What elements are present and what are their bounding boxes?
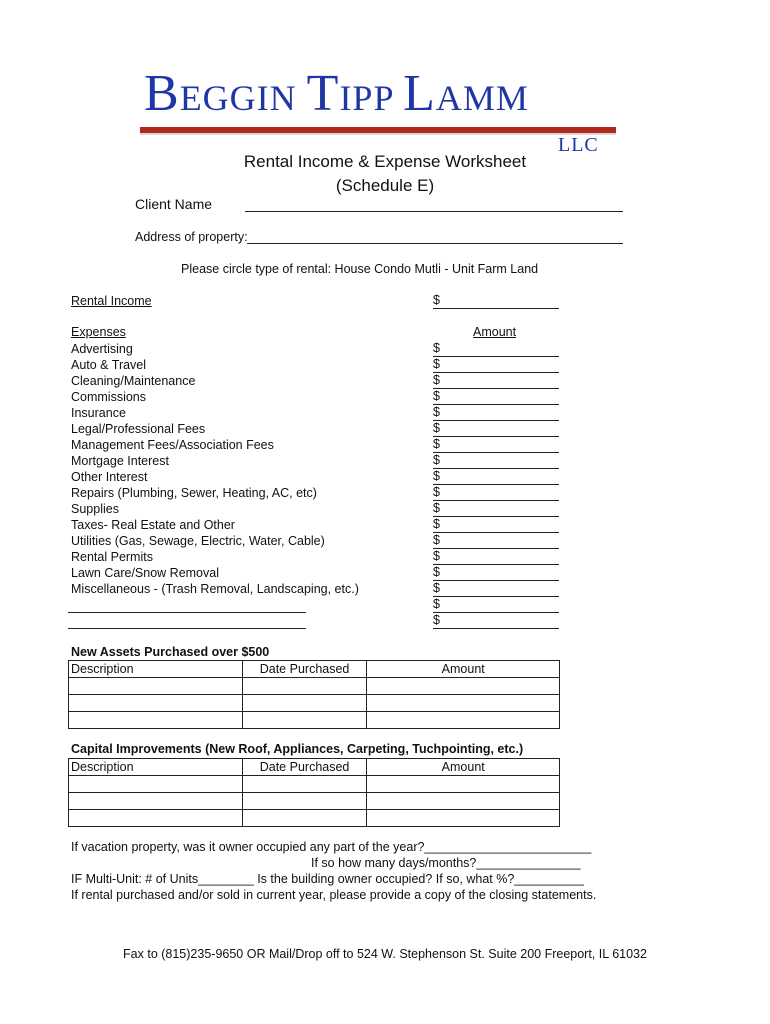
table-cell[interactable] (242, 776, 367, 793)
worksheet-title: Rental Income & Expense Worksheet (243, 152, 527, 171)
expense-amount-field[interactable] (433, 501, 559, 517)
logo-underline-bar (140, 127, 616, 135)
rental-income-label: Rental Income (71, 294, 152, 308)
capital-improvements-title: Capital Improvements (New Roof, Appliances, Carpeting, Tuchpointing, etc.) (71, 742, 524, 756)
expense-item: Management Fees/Association Fees (71, 438, 274, 452)
column-header: Description (69, 759, 243, 776)
expense-item: Mortgage Interest (71, 454, 169, 468)
dollar-sign: $ (433, 533, 440, 547)
table-cell[interactable] (367, 793, 560, 810)
table-cell[interactable] (367, 695, 560, 712)
table-row (69, 695, 560, 712)
expenses-header: Expenses (71, 325, 126, 339)
client-name-label: Client Name (135, 196, 213, 212)
expense-amount-field[interactable] (433, 597, 559, 613)
table-cell[interactable] (69, 810, 243, 827)
expense-item: Repairs (Plumbing, Sewer, Heating, AC, etc) (71, 486, 317, 500)
logo-wordmark: BEGGIN TIPP LAMM (144, 65, 529, 122)
dollar-sign: $ (433, 293, 440, 307)
table-cell[interactable] (242, 793, 367, 810)
closing-statements-note: If rental purchased and/or sold in current year, please provide a copy of the closing statements. (71, 888, 597, 902)
table-row (69, 810, 560, 827)
expense-amount-field[interactable] (433, 565, 559, 581)
table-cell[interactable] (242, 712, 367, 729)
column-header: Date Purchased (242, 661, 367, 678)
logo-llc: LLC (558, 134, 599, 156)
other-expense-field[interactable] (68, 612, 306, 613)
table-cell[interactable] (69, 712, 243, 729)
dollar-sign: $ (433, 517, 440, 531)
expense-amount-field[interactable] (433, 357, 559, 373)
expense-item: Auto & Travel (71, 358, 147, 372)
column-header: Amount (367, 661, 560, 678)
table-row (69, 793, 560, 810)
vacation-property-question: If vacation property, was it owner occupied any part of the year?________________________ (71, 840, 592, 854)
expense-amount-field[interactable] (433, 469, 559, 485)
new-assets-table (68, 660, 560, 729)
client-name-field[interactable] (245, 211, 623, 212)
dollar-sign: $ (433, 437, 440, 451)
capital-improvements-table (68, 758, 560, 827)
rental-income-amount[interactable] (433, 293, 559, 309)
table-cell[interactable] (69, 793, 243, 810)
expense-amount-field[interactable] (433, 453, 559, 469)
expense-item: Cleaning/Maintenance (71, 374, 196, 388)
column-header: Description (69, 661, 243, 678)
table-cell[interactable] (242, 810, 367, 827)
dollar-sign: $ (433, 421, 440, 435)
dollar-sign: $ (433, 501, 440, 515)
dollar-sign: $ (433, 565, 440, 579)
table-cell[interactable] (69, 776, 243, 793)
expense-amount-field[interactable] (433, 485, 559, 501)
table-header-row (69, 661, 560, 678)
new-assets-title: New Assets Purchased over $500 (71, 645, 270, 659)
table-header-row (69, 759, 560, 776)
table-cell[interactable] (367, 678, 560, 695)
dollar-sign: $ (433, 405, 440, 419)
table-row (69, 678, 560, 695)
other-expense-field[interactable] (68, 628, 306, 629)
expense-amount-field[interactable] (433, 437, 559, 453)
expense-item: Commissions (71, 390, 147, 404)
column-header: Date Purchased (242, 759, 367, 776)
expense-amount-field[interactable] (433, 581, 559, 597)
expense-amount-field[interactable] (433, 389, 559, 405)
table-cell[interactable] (242, 678, 367, 695)
expense-amount-field[interactable] (433, 421, 559, 437)
expense-item: Miscellaneous - (Trash Removal, Landscaping, etc.) (71, 582, 359, 596)
multi-unit-question: IF Multi-Unit: # of Units________ Is the building owner occupied? If so, what %?__________ (71, 872, 584, 886)
expense-item: Lawn Care/Snow Removal (71, 566, 219, 580)
expense-amount-field[interactable] (433, 533, 559, 549)
amount-header: Amount (473, 325, 517, 339)
expense-item: Supplies (71, 502, 119, 516)
table-cell[interactable] (367, 712, 560, 729)
address-label: Address of property: (135, 230, 248, 244)
days-months-question: If so how many days/months?_______________ (311, 856, 581, 870)
expense-amount-field[interactable] (433, 405, 559, 421)
expense-item: Other Interest (71, 470, 148, 484)
dollar-sign: $ (433, 389, 440, 403)
dollar-sign: $ (433, 341, 440, 355)
table-cell[interactable] (69, 695, 243, 712)
dollar-sign: $ (433, 453, 440, 467)
table-cell[interactable] (367, 810, 560, 827)
rental-type-prompt: Please circle type of rental: House Condo Mutli - Unit Farm Land (181, 262, 539, 276)
expense-list (71, 341, 359, 597)
expense-item: Utilities (Gas, Sewage, Electric, Water, Cable) (71, 534, 325, 548)
expense-amount-field[interactable] (433, 517, 559, 533)
rental-income-field[interactable] (433, 293, 559, 309)
dollar-sign: $ (433, 485, 440, 499)
expense-amount-field[interactable] (433, 613, 559, 629)
dollar-sign: $ (433, 469, 440, 483)
table-row (69, 712, 560, 729)
expense-amount-field[interactable] (433, 341, 559, 357)
expense-amount-field[interactable] (433, 373, 559, 389)
table-cell[interactable] (69, 678, 243, 695)
expense-amount-column (433, 341, 559, 629)
dollar-sign: $ (433, 373, 440, 387)
expense-item: Insurance (71, 406, 126, 420)
expense-item: Taxes- Real Estate and Other (71, 518, 235, 532)
dollar-sign: $ (433, 549, 440, 563)
address-field[interactable] (247, 243, 623, 244)
column-header: Amount (367, 759, 560, 776)
footer-contact: Fax to (815)235-9650 OR Mail/Drop off to 524 W. Stephenson St. Suite 200 Freeport, IL 61032 (123, 947, 647, 961)
dollar-sign: $ (433, 613, 440, 627)
expense-amount-field[interactable] (433, 549, 559, 565)
dollar-sign: $ (433, 597, 440, 611)
expense-item: Rental Permits (71, 550, 153, 564)
expense-item: Legal/Professional Fees (71, 422, 206, 436)
worksheet-subtitle: (Schedule E) (335, 176, 435, 195)
company-logo (140, 64, 620, 164)
table-row (69, 776, 560, 793)
dollar-sign: $ (433, 357, 440, 371)
table-cell[interactable] (242, 695, 367, 712)
expense-item: Advertising (71, 342, 133, 356)
table-cell[interactable] (367, 776, 560, 793)
dollar-sign: $ (433, 581, 440, 595)
